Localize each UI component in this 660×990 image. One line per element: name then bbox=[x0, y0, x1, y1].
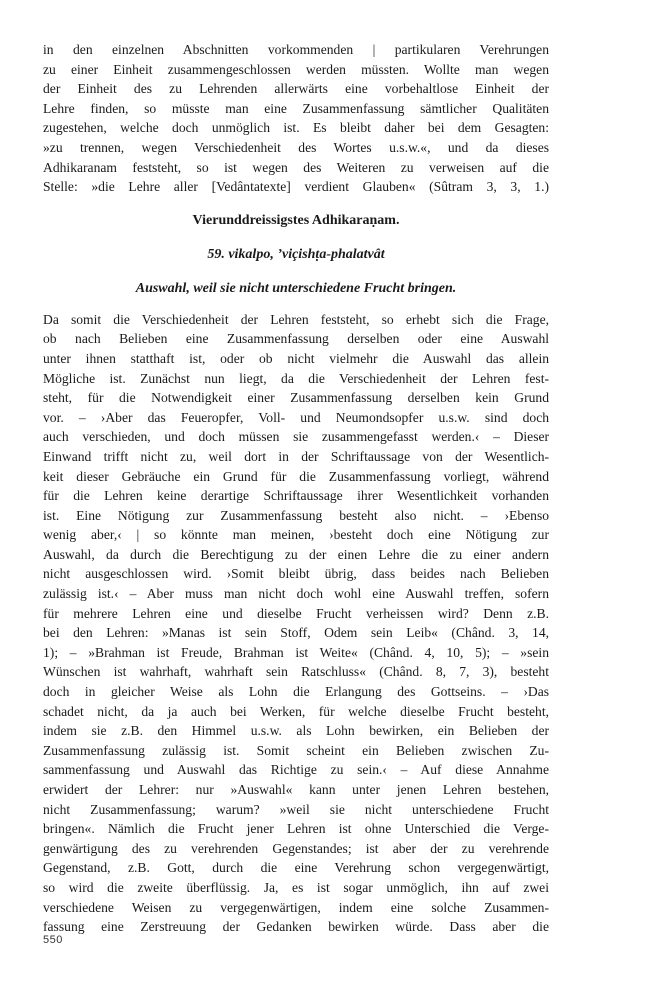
text-line: bringen«. Nämlich die Frucht jener Lehren ist ohne Unterschied die Verge- bbox=[43, 821, 549, 837]
text-line: in den einzelnen Abschnitten vorkommenden | partikularen Verehrungen bbox=[43, 42, 549, 57]
text-line: ob nach Belieben eine Zusammenfassung derselben oder eine Auswahl bbox=[43, 331, 550, 347]
text-line: zugestehen, welche doch unmöglich ist. Es bleibt daher bei dem Gesagten: bbox=[43, 120, 549, 136]
paragraph-continuation bbox=[43, 40, 549, 197]
text-line: »zu trennen, wegen Verschiedenheit des Wortes u.s.w.«, und da dieses bbox=[43, 139, 550, 155]
text-line: vor. – ›Aber das Feueropfer, Voll- und Neumondsopfer u.s.w. sind doch bbox=[43, 409, 550, 425]
text-line: Da somit die Verschiedenheit der Lehren feststeht, so erhebt sich die Frage, bbox=[43, 311, 549, 327]
text-line: genwärtigung des zu verehrenden Gegenstandes; ist aber der zu verehrende bbox=[43, 840, 550, 856]
text-line: für mehrere Lehren eine und dieselbe Frucht verheissen wird? Denn z.B. bbox=[43, 605, 549, 621]
page-number: 550 bbox=[43, 934, 63, 946]
text-line: zu einer Einheit zusammengeschlossen werden müssten. Wollte man wegen bbox=[43, 61, 550, 77]
text-line: verschiedene Weisen zu vergegenwärtigen, indem eine solche Zusammen- bbox=[43, 899, 549, 915]
sutra-translation-heading: Auswahl, weil sie nicht unterschiedene Frucht bringen. bbox=[135, 280, 457, 296]
text-line: indem sie z.B. den Himmel u.s.w. als Lohn bewirken, ein Belieben der bbox=[43, 723, 550, 739]
text-line: 1); – »Brahman ist Freude, Brahman ist Weite« (Chând. 4, 10, 5); – »sein bbox=[43, 644, 549, 660]
text-line: bei den Lehren: »Manas ist sein Stoff, Odem sein Leib« (Chând. 3, 14, bbox=[43, 625, 550, 641]
text-line: keit dieser Gebräuche ein Grund für die Zusammenfassung vorliegt, während bbox=[43, 468, 550, 484]
text-line: erwidert der Lehrer: nur »Auswahl« kann unter jenen Lehren bestehen, bbox=[43, 782, 550, 797]
text-line: sammenfassung und Auswahl das Richtige zu sein.‹ – Auf diese Annahme bbox=[43, 762, 550, 778]
text-line: ist. Eine Nötigung zur Zusammenfassung besteht also nicht. – ›Ebenso bbox=[43, 507, 550, 523]
text-line: nicht Zusammenfassung; warum? »weil sie nicht unterschiedene Frucht bbox=[43, 801, 550, 817]
text-line: schadet nicht, da ja auch bei Werken, für welche dieselbe Frucht besteht, bbox=[43, 703, 549, 719]
sutra-heading: 59. vikalpo, ’viçishṭa-phalatvât bbox=[207, 246, 385, 262]
text-line: für die Lehren keine derartige Schriftaussage ihrer Wesentlichkeit vorhanden bbox=[43, 488, 549, 504]
text-line: steht, für die Notwendigkeit einer Zusammenfassung derselben kein Grund bbox=[43, 390, 549, 406]
text-line: zulässig ist.‹ – Aber muss man nicht doch wohl eine Auswahl treffen, sofern bbox=[43, 586, 549, 602]
paragraph-main bbox=[43, 310, 549, 937]
text-line: Lehre finden, so müsste man eine Zusammenfassung sämtlicher Qualitäten bbox=[43, 100, 549, 116]
section-heading: Vierunddreissigstes Adhikaraṇam. bbox=[192, 212, 400, 228]
text-line: auch verschieden, und doch müssen sie zusammengefasst werden.‹ – Dieser bbox=[43, 429, 550, 445]
text-line: Zusammenfassung zulässig ist. Somit scheint ein Belieben zwischen Zu- bbox=[43, 742, 549, 758]
text-line: Auswahl, da durch die Berechtigung zu der einen Lehre die zu einer andern bbox=[43, 546, 549, 562]
text-line: unter ihnen statthaft ist, oder ob nicht vielmehr die Auswahl das allein bbox=[43, 350, 550, 366]
text-line: wenig aber,‹ | so könnte man meinen, ›besteht doch eine Nötigung zur bbox=[43, 527, 549, 543]
text-line: doch in gleicher Weise als Lohn die Erlangung des Gottseins. – ›Das bbox=[43, 684, 550, 700]
text-line: Adhikaranam feststeht, so ist wegen des Weiteren zu verweisen auf die bbox=[43, 159, 549, 175]
text-line: so wird die zweite überflüssig. Ja, es ist sogar unmöglich, ihn auf zwei bbox=[43, 879, 549, 895]
text-line: der Einheit des zu Lehrenden allerwärts eine vorbehaltlose Einheit der bbox=[43, 81, 550, 97]
page-body bbox=[43, 40, 549, 937]
text-line: Wünschen ist wahrhaft, wahrhaft sein Ratschluss« (Chând. 8, 7, 3), besteht bbox=[43, 664, 549, 680]
text-line: Gegenstand, z.B. Gott, durch die eine Verehrung schon vergegenwärtigt, bbox=[43, 860, 549, 876]
text-line: Einwand trifft nicht zu, weil dort in der Schriftaussage von der Wesentlich- bbox=[43, 448, 550, 464]
text-line: fassung eine Zerstreuung der Gedanken bewirken würde. Dass aber die bbox=[43, 919, 549, 935]
text-line: Stelle: »die Lehre aller [Vedântatexte] verdient Glauben« (Sûtram 3, 3, 1.) bbox=[43, 179, 549, 195]
text-line: nicht ausgeschlossen wird. ›Somit bleibt übrig, dass beides nach Belieben bbox=[43, 566, 549, 582]
text-line: Mögliche ist. Zunächst nun liegt, da die Verschiedenheit der Lehren fest- bbox=[43, 370, 550, 386]
